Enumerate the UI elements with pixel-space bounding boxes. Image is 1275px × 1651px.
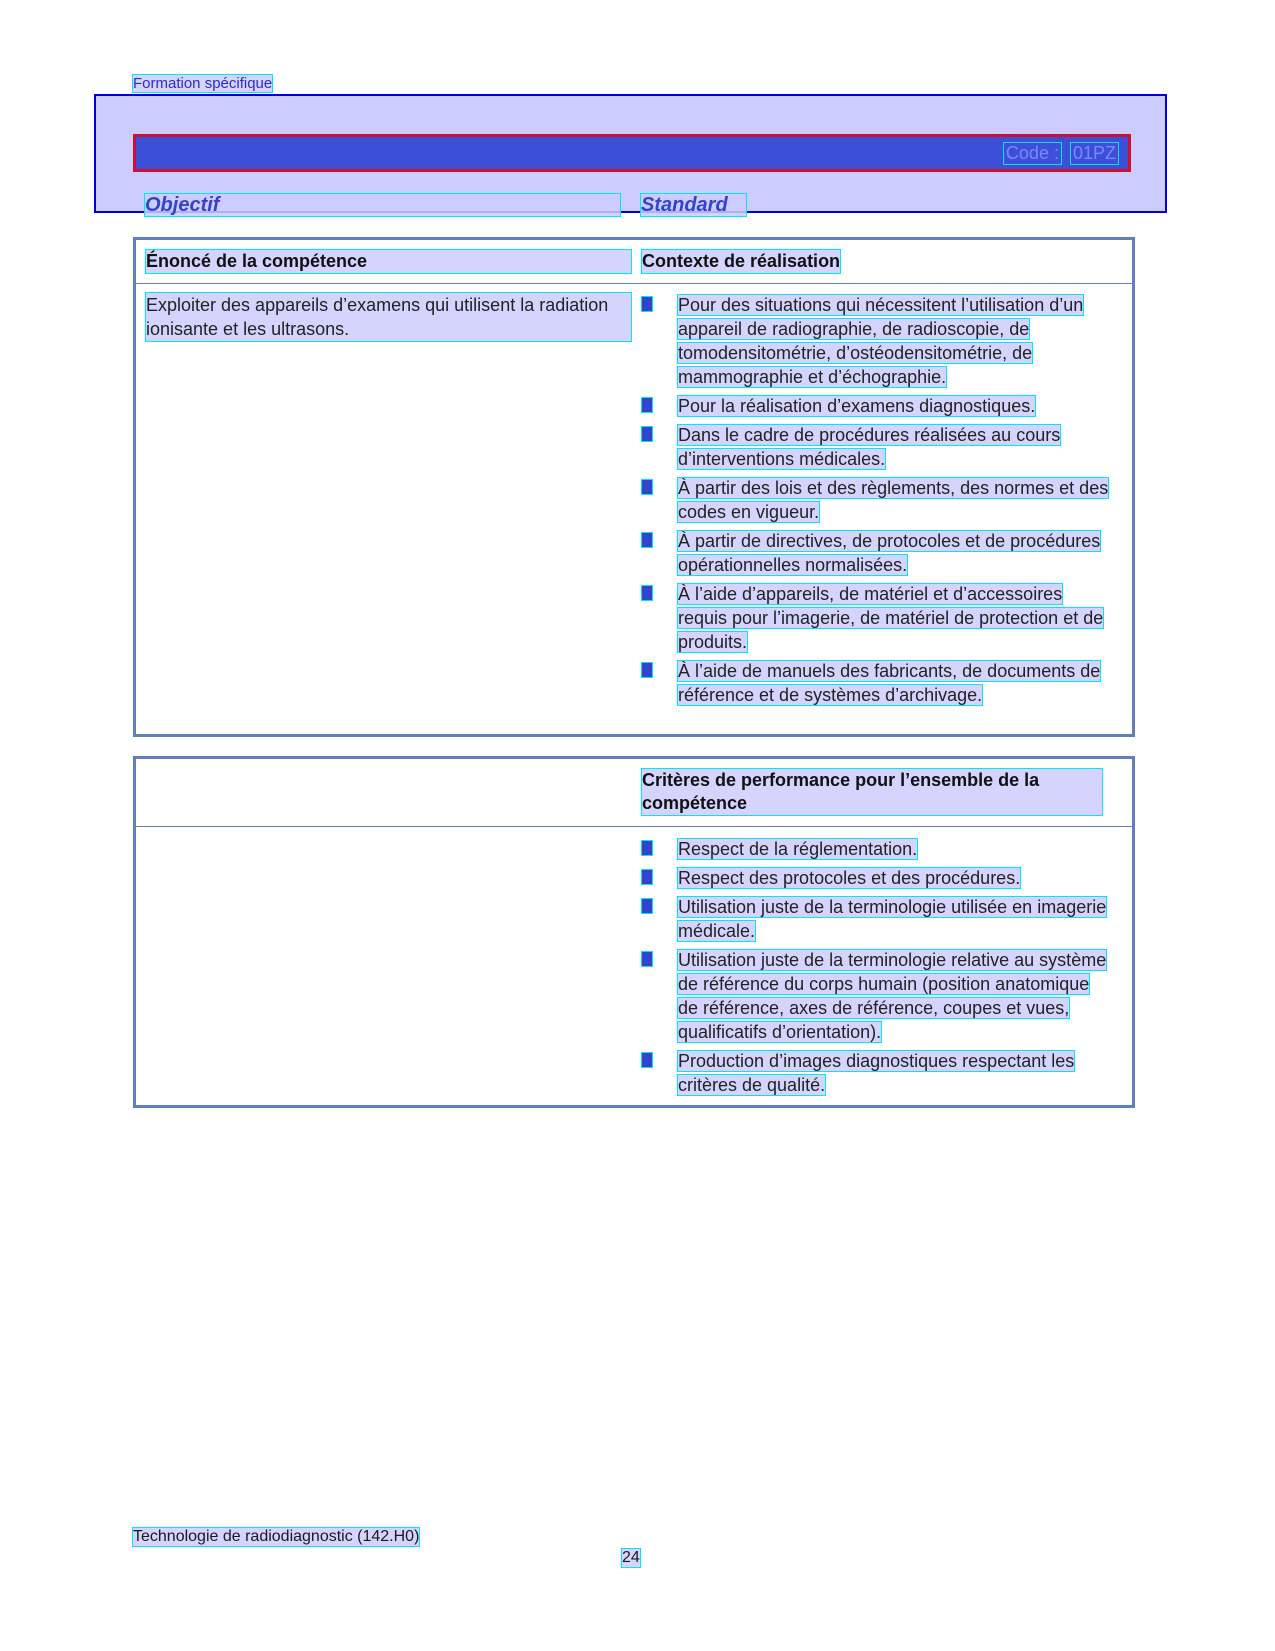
bullet-icon	[642, 297, 652, 311]
contexte-heading: Contexte de réalisation	[642, 251, 841, 271]
list-item: Respect de la réglementation.	[642, 837, 1112, 861]
bullet-icon	[642, 663, 652, 677]
enonce-heading: Énoncé de la compétence	[146, 250, 631, 273]
criteria-table	[133, 756, 1135, 1108]
enonce-text: Exploiter des appareils d’examens qui utilisent la radiation ionisante et les ultrasons.	[146, 293, 631, 341]
list-item: À l’aide de manuels des fabricants, de documents de référence et de systèmes d’archivage.	[642, 659, 1112, 707]
criteria-heading: Critères de performance pour l’ensemble de la compétence	[642, 769, 1102, 815]
section-label: Formation spécifique	[133, 75, 273, 92]
bullet-icon	[642, 899, 652, 913]
bullet-icon	[642, 480, 652, 494]
bullet-icon	[642, 870, 652, 884]
list-item: À partir des lois et des règlements, des normes et des codes en vigueur.	[642, 476, 1112, 524]
list-item: Respect des protocoles et des procédures.	[642, 866, 1112, 890]
code-bar	[133, 134, 1131, 172]
bullet-icon	[642, 533, 652, 547]
code-value: 01PZ	[1072, 143, 1116, 163]
criteria-table-header	[136, 759, 1132, 827]
list-item: Utilisation juste de la terminologie relative au système de référence du corps humain (position anatomique de référence, axes de référence, coupes et vues, qualificatifs d’orientation).	[642, 948, 1112, 1044]
page-number: 24	[622, 1549, 640, 1566]
competence-table	[133, 237, 1135, 737]
bullet-icon	[642, 952, 652, 966]
standard-title: Standard	[641, 194, 746, 216]
bullet-icon	[642, 427, 652, 441]
objective-standard-header	[94, 94, 1167, 216]
objective-title: Objectif	[145, 194, 620, 216]
list-item: À l’aide d’appareils, de matériel et d’accessoires requis pour l’imagerie, de matériel de protection et de produits.	[642, 582, 1112, 654]
bullet-icon	[642, 586, 652, 600]
footer-program: Technologie de radiodiagnostic (142.H0)	[133, 1528, 420, 1545]
bullet-icon	[642, 398, 652, 412]
competence-table-header	[136, 240, 1132, 284]
contexte-list	[642, 293, 1112, 712]
criteria-list	[642, 837, 1112, 1102]
list-item: Pour des situations qui nécessitent l’utilisation d’un appareil de radiographie, de radioscopie, de tomodensitométrie, d’ostéodensitométrie, de mammographie et d’échographie.	[642, 293, 1112, 389]
competence-code	[1004, 143, 1118, 164]
bullet-icon	[642, 841, 652, 855]
list-item: Dans le cadre de procédures réalisées au cours d’interventions médicales.	[642, 423, 1112, 471]
list-item: Pour la réalisation d’examens diagnostiques.	[642, 394, 1112, 418]
code-label: Code :	[1005, 143, 1059, 163]
list-item: À partir de directives, de protocoles et de procédures opérationnelles normalisées.	[642, 529, 1112, 577]
bullet-icon	[642, 1053, 652, 1067]
list-item: Production d’images diagnostiques respectant les critères de qualité.	[642, 1049, 1112, 1097]
list-item: Utilisation juste de la terminologie utilisée en imagerie médicale.	[642, 895, 1112, 943]
